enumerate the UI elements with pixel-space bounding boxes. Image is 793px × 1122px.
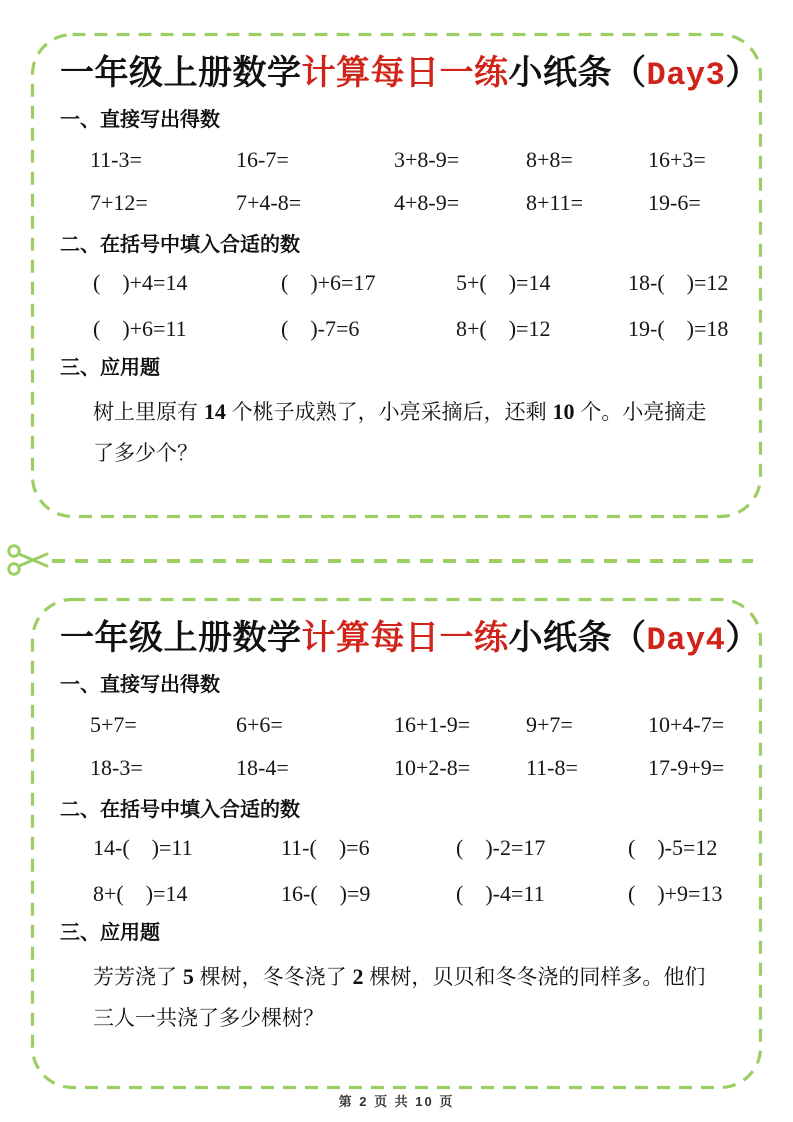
title-text: 小纸条 xyxy=(508,54,612,92)
section-heading-word-problem: 三、应用题 xyxy=(60,922,160,944)
page-footer xyxy=(0,1091,793,1110)
title-paren-close: ） xyxy=(725,54,760,92)
footer-text: 页 共 xyxy=(368,1094,416,1109)
equation-grid xyxy=(60,267,733,345)
equation-item: 5+( )=14 xyxy=(456,270,551,295)
equation-item: 11-3= xyxy=(90,147,142,172)
equation-item: 9+7= xyxy=(526,712,573,737)
title-highlight: 计算每日一练 xyxy=(301,54,509,92)
day-label: Day4 xyxy=(646,622,726,659)
equation-grid xyxy=(60,710,733,783)
title-paren-open: （ xyxy=(612,619,647,657)
problem-text: 个桃子成熟了，小亮采摘后，还剩 xyxy=(225,401,553,424)
equation-grid xyxy=(60,145,733,218)
title-paren-close: ） xyxy=(725,619,760,657)
equation-item: 8+( )=14 xyxy=(93,881,188,906)
problem-text: 棵树，贝贝和冬冬浇的同样多。他们三人一共浇了多少棵树？ xyxy=(93,966,706,1030)
equation-item: ( )-2=17 xyxy=(456,835,546,860)
cut-dashed-line xyxy=(52,559,753,563)
scissors-icon xyxy=(6,541,50,579)
title-paren-open: （ xyxy=(612,54,647,92)
equation-item: 19-6= xyxy=(648,190,701,215)
problem-number: 2 xyxy=(352,964,364,989)
equation-item: 5+7= xyxy=(90,712,137,737)
equation-item: 10+4-7= xyxy=(648,712,725,737)
problem-text: 树上里原有 xyxy=(93,401,204,424)
title-text: 一年级上册数学 xyxy=(60,619,302,657)
equation-item: ( )-7=6 xyxy=(281,316,360,341)
equation-item: 19-( )=18 xyxy=(628,316,729,341)
word-problem xyxy=(93,391,725,474)
equation-item: 18-( )=12 xyxy=(628,270,729,295)
title-text: 一年级上册数学 xyxy=(60,54,302,92)
equation-item: ( )+9=13 xyxy=(628,881,723,906)
worksheet-title-day3 xyxy=(60,50,760,99)
equation-item: 7+4-8= xyxy=(236,190,302,215)
equation-item: 11-8= xyxy=(526,755,578,780)
problem-number: 10 xyxy=(552,399,575,424)
title-text: 小纸条 xyxy=(508,619,612,657)
word-problem xyxy=(93,956,725,1039)
equation-item: 4+8-9= xyxy=(394,190,460,215)
worksheet-card-day3 xyxy=(30,32,763,519)
equation-item: 8+8= xyxy=(526,147,573,172)
problem-text: 个。小亮摘走了多少个？ xyxy=(93,401,707,465)
worksheet-card-day4 xyxy=(30,597,763,1090)
equation-item: 10+2-8= xyxy=(394,755,471,780)
footer-text: 第 xyxy=(338,1094,360,1109)
equation-item: 7+12= xyxy=(90,190,148,215)
equation-item: ( )+6=11 xyxy=(93,316,187,341)
equation-item: ( )-4=11 xyxy=(456,881,545,906)
equation-item: 16-7= xyxy=(236,147,289,172)
equation-item: 14-( )=11 xyxy=(93,835,193,860)
equation-grid xyxy=(60,832,733,910)
equation-item: ( )+6=17 xyxy=(281,270,376,295)
equation-item: 3+8-9= xyxy=(394,147,460,172)
title-highlight: 计算每日一练 xyxy=(301,619,509,657)
equation-item: 8+( )=12 xyxy=(456,316,551,341)
equation-item: 11-( )=6 xyxy=(281,835,370,860)
equation-item: 6+6= xyxy=(236,712,283,737)
equation-item: 17-9+9= xyxy=(648,755,725,780)
equation-item: ( )+4=14 xyxy=(93,270,188,295)
section-heading-fill-brackets: 二、在括号中填入合适的数 xyxy=(60,799,300,821)
section-heading-direct-calc: 一、直接写出得数 xyxy=(60,674,220,696)
problem-number: 5 xyxy=(182,964,194,989)
worksheet-title-day4 xyxy=(60,615,760,664)
equation-item: 16-( )=9 xyxy=(281,881,371,906)
problem-text: 棵树，冬冬浇了 xyxy=(193,966,353,989)
equation-item: 16+3= xyxy=(648,147,706,172)
footer-total-pages: 10 xyxy=(415,1094,434,1109)
problem-text: 芳芳浇了 xyxy=(93,966,183,989)
section-heading-fill-brackets: 二、在括号中填入合适的数 xyxy=(60,234,300,256)
equation-item: 18-3= xyxy=(90,755,143,780)
footer-text: 页 xyxy=(433,1094,455,1109)
equation-item: 18-4= xyxy=(236,755,289,780)
problem-number: 14 xyxy=(203,399,226,424)
day-label: Day3 xyxy=(646,57,726,94)
section-heading-word-problem: 三、应用题 xyxy=(60,357,160,379)
section-heading-direct-calc: 一、直接写出得数 xyxy=(60,109,220,131)
footer-page-number: 2 xyxy=(359,1094,369,1109)
equation-item: ( )-5=12 xyxy=(628,835,718,860)
equation-item: 16+1-9= xyxy=(394,712,471,737)
equation-item: 8+11= xyxy=(526,190,583,215)
